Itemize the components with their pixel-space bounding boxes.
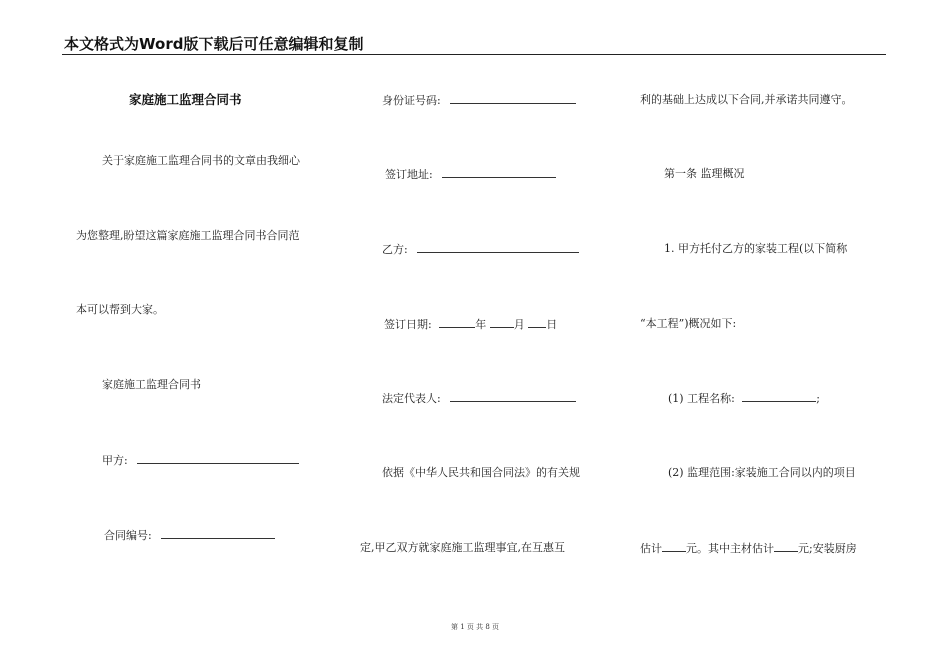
legal-rep-row (382, 391, 576, 406)
law-basis-line-1: 依据《中华人民共和国合同法》的有关规 (382, 466, 580, 479)
estimate-row (640, 541, 857, 556)
month-label: 月 (513, 318, 525, 331)
project-name-blank (742, 391, 816, 402)
estimate-label: 估计 (640, 542, 662, 555)
sign-place-blank (442, 167, 556, 178)
year-label: 年 (475, 318, 487, 331)
legal-rep-label: 法定代表人: (382, 392, 441, 405)
document-title: 家庭施工监理合同书 (129, 92, 242, 107)
day-label: 日 (546, 318, 558, 331)
contract-number-row (104, 528, 275, 543)
party-b-row (382, 242, 579, 257)
supervision-scope-line: (2) 监理范围:家装施工合同以内的项目 (668, 466, 856, 479)
party-b-blank (417, 242, 579, 253)
id-number-label: 身份证号码: (382, 94, 441, 107)
main-material-label: 元。其中主材估计 (686, 542, 774, 555)
item-1-line-2: “本工程”)概况如下: (640, 317, 737, 330)
legal-rep-blank (450, 391, 576, 402)
contract-number-label: 合同编号: (104, 529, 152, 542)
intro-line-1: 关于家庭施工监理合同书的文章由我细心 (102, 154, 300, 167)
party-b-label: 乙方: (382, 243, 408, 256)
item-1-line-1: 1. 甲方托付乙方的家装工程(以下简称 (664, 242, 848, 255)
party-a-blank (137, 453, 299, 464)
intro-line-3: 本可以帮到大家。 (76, 303, 164, 316)
project-name-row (668, 391, 820, 406)
estimate-blank (662, 541, 686, 552)
id-number-blank (450, 93, 576, 104)
article-1-heading: 第一条 监理概况 (664, 167, 745, 180)
month-blank (490, 317, 514, 328)
sign-place-label: 签订地址: (385, 168, 433, 181)
intro-line-2: 为您整理,盼望这篇家庭施工监理合同书合同范 (76, 229, 300, 242)
project-name-end: ; (816, 392, 821, 405)
year-blank (439, 317, 475, 328)
main-material-blank (774, 541, 798, 552)
id-number-row (382, 93, 576, 108)
sign-date-row (384, 317, 557, 332)
kitchen-install-label: 元;安装厨房 (798, 542, 857, 555)
header-rule (62, 54, 886, 55)
law-basis-line-2: 定,甲乙双方就家庭施工监理事宜,在互惠互 (360, 541, 565, 554)
contract-number-blank (161, 528, 275, 539)
party-a-row (102, 453, 299, 468)
page-number: 第 1 页 共 8 页 (450, 623, 500, 631)
agreement-line: 利的基础上达成以下合同,并承诺共同遵守。 (640, 93, 853, 106)
sign-place-row (385, 167, 556, 182)
project-name-label: (1) 工程名称: (668, 392, 735, 405)
banner-title: 本文格式为Word版下载后可任意编辑和复制 (64, 35, 364, 53)
day-blank (528, 317, 546, 328)
sign-date-label: 签订日期: (384, 318, 432, 331)
party-a-label: 甲方: (102, 454, 128, 467)
contract-heading: 家庭施工监理合同书 (102, 378, 201, 391)
